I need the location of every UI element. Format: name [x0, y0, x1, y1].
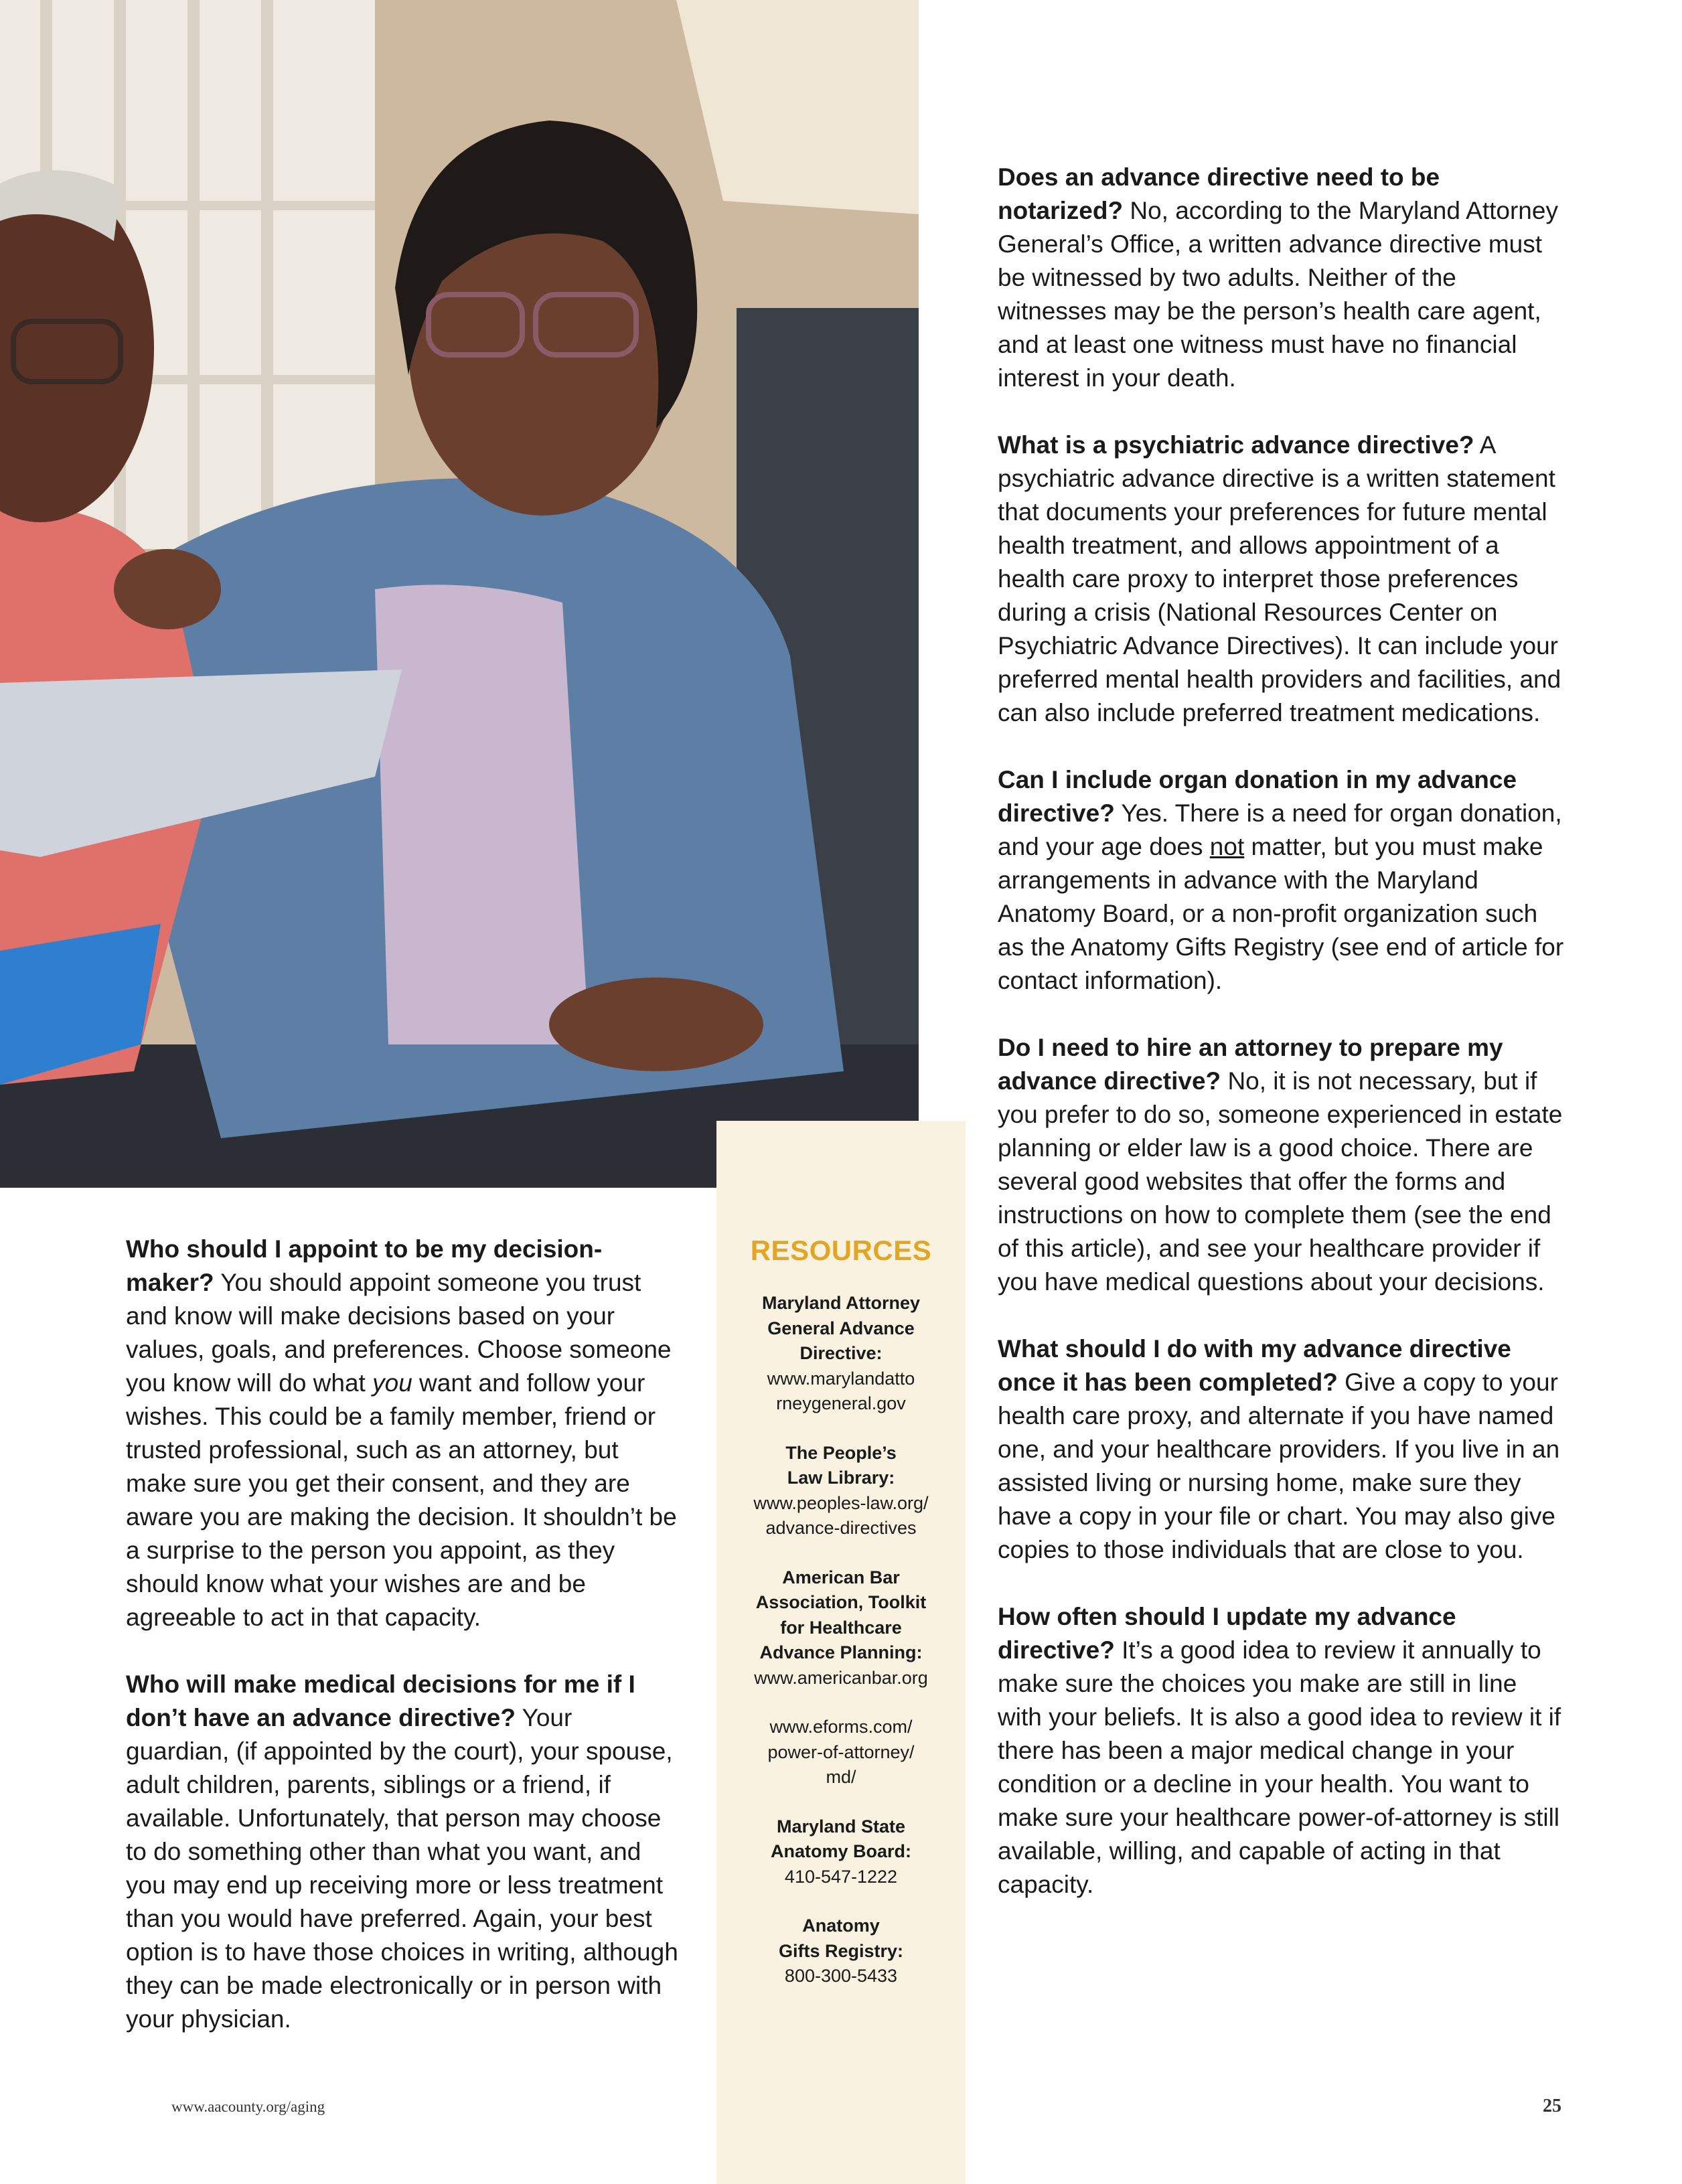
- qa-paragraph: [998, 161, 1567, 395]
- resource-name: Gifts Registry:: [778, 1940, 904, 1961]
- resource-item: [716, 1565, 966, 1691]
- resource-name: General Advance: [767, 1318, 915, 1338]
- resources-heading: RESOURCES: [750, 1235, 932, 1266]
- resource-link[interactable]: rneygeneral.gov: [776, 1393, 906, 1413]
- resource-item: [716, 1715, 966, 1790]
- answer-emphasis: not: [1209, 833, 1245, 860]
- photo-couple-reviewing-documents-icon: [0, 0, 919, 1188]
- right-text-column: [998, 161, 1567, 1935]
- left-text-column: [126, 1233, 682, 2070]
- resource-phone: 410-547-1222: [784, 1866, 898, 1887]
- resource-name: Association, Toolkit: [755, 1592, 927, 1612]
- resource-name: Maryland State: [776, 1816, 906, 1837]
- qa-paragraph: [998, 763, 1567, 998]
- answer-emphasis: you: [372, 1369, 412, 1397]
- qa-paragraph: [126, 1668, 682, 2036]
- resource-item: [716, 1814, 966, 1890]
- answer: It’s a good idea to review it annually to make sure the choices you make are still in line with your beliefs. It is also a good idea to review it if there has been a major medical change in your condition or a decline in your health. You want to make sure your healthcare power-of-attorney is still available, willing, and capable of acting in that capacity.: [998, 1636, 1561, 1898]
- answer: Give a copy to your health care proxy, and alternate if you have named one, and your healthcare providers. If you live in an assisted living or nursing home, make sure they have a copy in your file or chart. You may also give copies to those individuals that are close to you.: [998, 1369, 1560, 1563]
- answer: matter, but you must make arrangements in advance with the Maryland Anatomy Board, or a non-profit organization such as the Anatomy Gifts Registry (see end of article for contact information).: [998, 833, 1564, 994]
- resource-item: [716, 1291, 966, 1417]
- resource-link[interactable]: www.marylandatto: [767, 1368, 915, 1389]
- resource-phone: 800-300-5433: [784, 1966, 898, 1986]
- question: What is a psychiatric advance directive?: [998, 431, 1474, 459]
- resource-link[interactable]: advance-directives: [765, 1518, 917, 1538]
- resource-name: Advance Planning:: [759, 1642, 923, 1662]
- resource-link[interactable]: www.americanbar.org: [754, 1667, 928, 1688]
- answer: You should appoint someone you trust and know will make decisions based on your values, goals, and preferences. Choose someone you know will do what: [126, 1269, 672, 1397]
- resource-name: Anatomy Board:: [770, 1841, 911, 1861]
- resource-name: Law Library:: [787, 1468, 895, 1488]
- resource-name: Anatomy: [802, 1916, 880, 1936]
- qa-paragraph: [998, 1600, 1567, 1901]
- resource-link[interactable]: md/: [826, 1767, 856, 1787]
- question: Do I need to hire an attorney to prepare my advance directive?: [998, 1034, 1503, 1095]
- question: Does an advance directive need to be notarized?: [998, 163, 1440, 224]
- resource-name: American Bar: [782, 1567, 900, 1587]
- qa-paragraph: [998, 1031, 1567, 1299]
- resource-name: Maryland Attorney: [761, 1293, 921, 1313]
- resource-item: [716, 1441, 966, 1541]
- resource-item: [716, 1914, 966, 1989]
- resource-link[interactable]: www.eforms.com/: [769, 1717, 913, 1737]
- resource-link[interactable]: www.peoples-law.org/: [753, 1492, 929, 1513]
- resource-name: Directive:: [799, 1343, 883, 1363]
- resources-sidebar: [716, 1121, 966, 2184]
- answer: Your guardian, (if appointed by the court), your spouse, adult children, parents, siblings or a friend, if available. Unfortunately, that person may choose to do something other than what you want, and you may end up receiving more or less treatment than you would have preferred. Again, your best option is to have those choices in writing, although they can be made electronically or in person with your physician.: [126, 1704, 678, 2033]
- question: Can I include organ donation in my advance directive?: [998, 766, 1517, 827]
- resource-name: The People’s: [785, 1442, 897, 1463]
- resources-list: [716, 1235, 966, 2013]
- resource-name: for Healthcare: [780, 1617, 902, 1638]
- page-number: 25: [1543, 2096, 1561, 2116]
- article-photo: [0, 0, 919, 1188]
- qa-paragraph: [126, 1233, 682, 1634]
- resource-link[interactable]: power-of-attorney/: [767, 1741, 915, 1762]
- question: Who will make medical decisions for me if I don’t have an advance directive?: [126, 1670, 635, 1731]
- footer-url[interactable]: www.aacounty.org/aging: [171, 2098, 325, 2115]
- qa-paragraph: [998, 1332, 1567, 1567]
- answer: No, it is not necessary, but if you prefer to do so, someone experienced in estate planning or elder law is a good choice. There are several good websites that offer the forms and instructions on how to complete them (see the end of this article), and see your healthcare provider if you have medical questions about your decisions.: [998, 1067, 1563, 1296]
- question: What should I do with my advance directive once it has been completed?: [998, 1335, 1511, 1396]
- question: How often should I update my advance directive?: [998, 1603, 1456, 1664]
- answer: Yes. There is a need for organ donation, and your age does: [998, 799, 1562, 860]
- answer: want and follow your wishes. This could be a family member, friend or trusted professional, such as an attorney, but make sure you get their consent, and they are aware you are making the decision. It shouldn’t be a surprise to the person you appoint, as they should know what your wishes are and be agreeable to act in that capacity.: [126, 1369, 677, 1631]
- question: Who should I appoint to be my decision-maker?: [126, 1235, 603, 1296]
- answer: A psychiatric advance directive is a written statement that documents your preferences for future mental health treatment, and allows appointment of a health care proxy to interpret those preferences during a crisis (National Resources Center on Psychiatric Advance Directives). It can include your preferred mental health providers and facilities, and can also include preferred treatment medications.: [998, 431, 1561, 726]
- answer: No, according to the Maryland Attorney General’s Office, a written advance directive must be witnessed by two adults. Neither of the witnesses may be the person’s health care agent, and at least one witness must have no financial interest in your death.: [998, 197, 1558, 392]
- qa-paragraph: [998, 428, 1567, 730]
